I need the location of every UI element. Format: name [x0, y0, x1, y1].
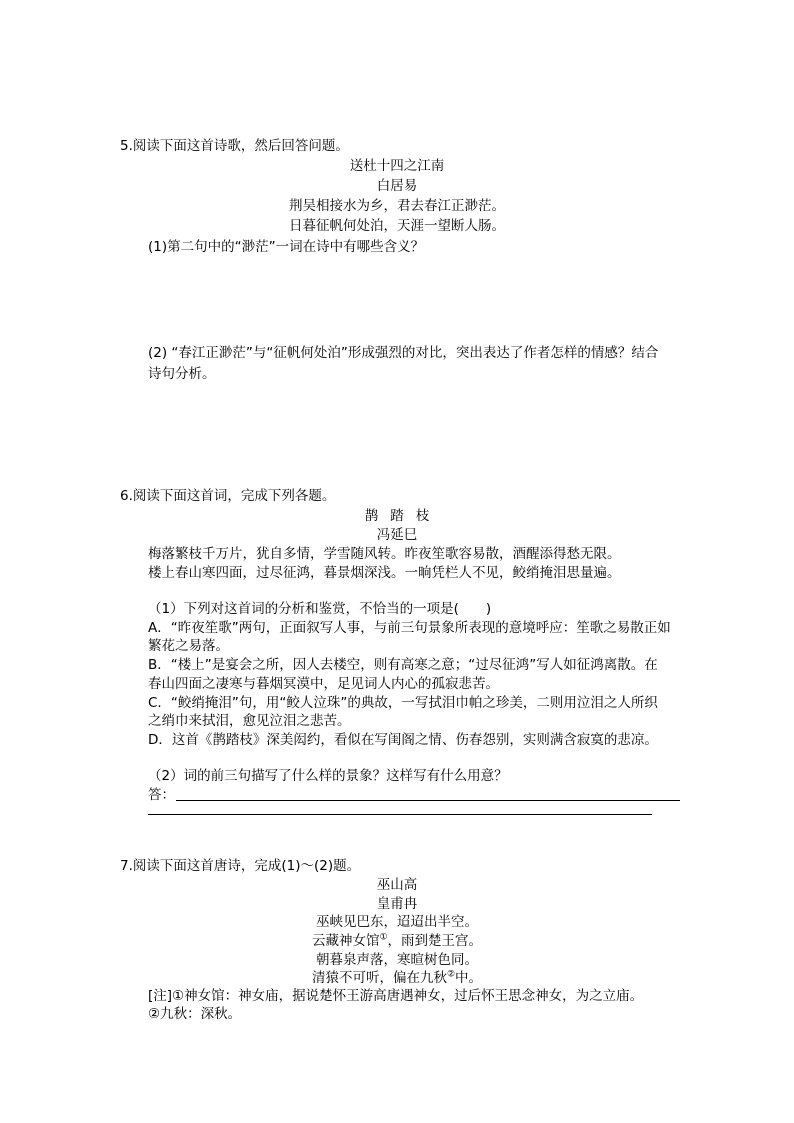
q7-poem-line-1: 巫峡见巴东，迢迢出半空。 [316, 914, 478, 930]
q5-question-2-line-1: (2) “春江正渺茫”与“征帆何处泊”形成强烈的对比，突出表达了作者怎样的情感？结合 [148, 345, 659, 361]
q6-ci-text-1: 梅落繁枝千万片，犹自多情，学雪随风转。昨夜笙歌容易散，酒醒添得愁无限。 [148, 546, 621, 562]
q6-question-1: （1）下列对这首词的分析和鉴赏，不恰当的一项是( ) [148, 601, 492, 617]
q7-footnote-mark-2: ② [446, 969, 456, 980]
q6-option-a-line-2: 繁花之易落。 [148, 638, 229, 654]
q7-poem-line-4-b: 中。 [455, 970, 483, 986]
q5-question-2-line-2: 诗句分析。 [148, 366, 216, 382]
q6-answer-line-1 [176, 800, 680, 801]
q7-poem-line-2-b: ，雨到楚王宫。 [387, 933, 483, 949]
q7-footnote-mark-1: ① [379, 932, 388, 943]
q6-option-d: D．这首《鹊踏枝》深美闳约，看似在写闺阁之情、伤春怨别，实则满含寂寞的悲凉。 [148, 732, 658, 748]
q7-poem-line-3: 朝暮泉声落，寒暄树色同。 [316, 952, 478, 968]
q6-answer-label: 答： [148, 787, 175, 803]
q5-poem-line-1: 荆吴相接水为乡，君去春江正渺茫。 [289, 198, 505, 214]
q5-question-1: (1)第二句中的“渺茫”一词在诗中有哪些含义？ [148, 239, 425, 255]
q5-intro: 5.阅读下面这首诗歌，然后回答问题。 [120, 138, 349, 154]
q6-option-b-line-2: 春山四面之凄寒与暮烟冥漠中，足见词人内心的孤寂悲苦。 [148, 676, 499, 692]
q5-poem-line-2: 日暮征帆何处泊，天涯一望断人肠。 [289, 218, 505, 234]
q7-note-2: ②九秋：深秋。 [148, 1006, 242, 1022]
q7-intro: 7.阅读下面这首唐诗，完成(1)～(2)题。 [120, 858, 361, 874]
q7-poem-line-2 [0, 932, 794, 950]
q7-poem-line-4-a: 清猿不可听，偏在九秋 [311, 970, 447, 986]
q7-poem-author: 皇甫冉 [376, 896, 418, 912]
q6-option-c-line-2: 之绡巾来拭泪，愈见泣泪之悲苦。 [148, 713, 351, 729]
q7-poem-title: 巫山高 [376, 877, 418, 893]
q6-ci-title: 鹊踏枝 [364, 508, 442, 524]
q6-option-a-line-1: A．“昨夜笙歌”两句，正面叙写人事，与前三句景象所表现的意境呼应：笙歌之易散正如 [148, 620, 671, 636]
q6-intro: 6.阅读下面这首词，完成下列各题。 [120, 488, 336, 504]
q6-answer-line-2 [148, 814, 652, 815]
q7-poem-line-2-a: 云藏神女馆 [311, 933, 380, 949]
q5-poem-title: 送杜十四之江南 [349, 158, 445, 174]
q7-note-1: [注]①神女馆：神女庙，据说楚怀王游高唐遇神女，过后怀王思念神女，为之立庙。 [148, 988, 644, 1004]
q7-poem-line-4 [0, 969, 794, 987]
q6-option-b-line-1: B．“楼上”是宴会之所，因人去楼空，则有高寒之意；“过尽征鸿”写人如征鸿离散。在 [148, 657, 658, 673]
q5-poem-author: 白居易 [376, 178, 418, 194]
q6-ci-author: 冯延巳 [376, 527, 418, 543]
q6-option-c-line-1: C．“鲛绡掩泪”句，用“鲛人泣珠”的典故，一写拭泪巾帕之珍美，二则用泣泪之人所织 [148, 695, 658, 711]
q6-question-2: （2）词的前三句描写了什么样的景象？这样写有什么用意？ [148, 768, 508, 784]
q6-ci-text-2: 楼上春山寒四面，过尽征鸿，暮景烟深浅。一晌凭栏人不见，鲛绡掩泪思量遍。 [148, 565, 621, 581]
